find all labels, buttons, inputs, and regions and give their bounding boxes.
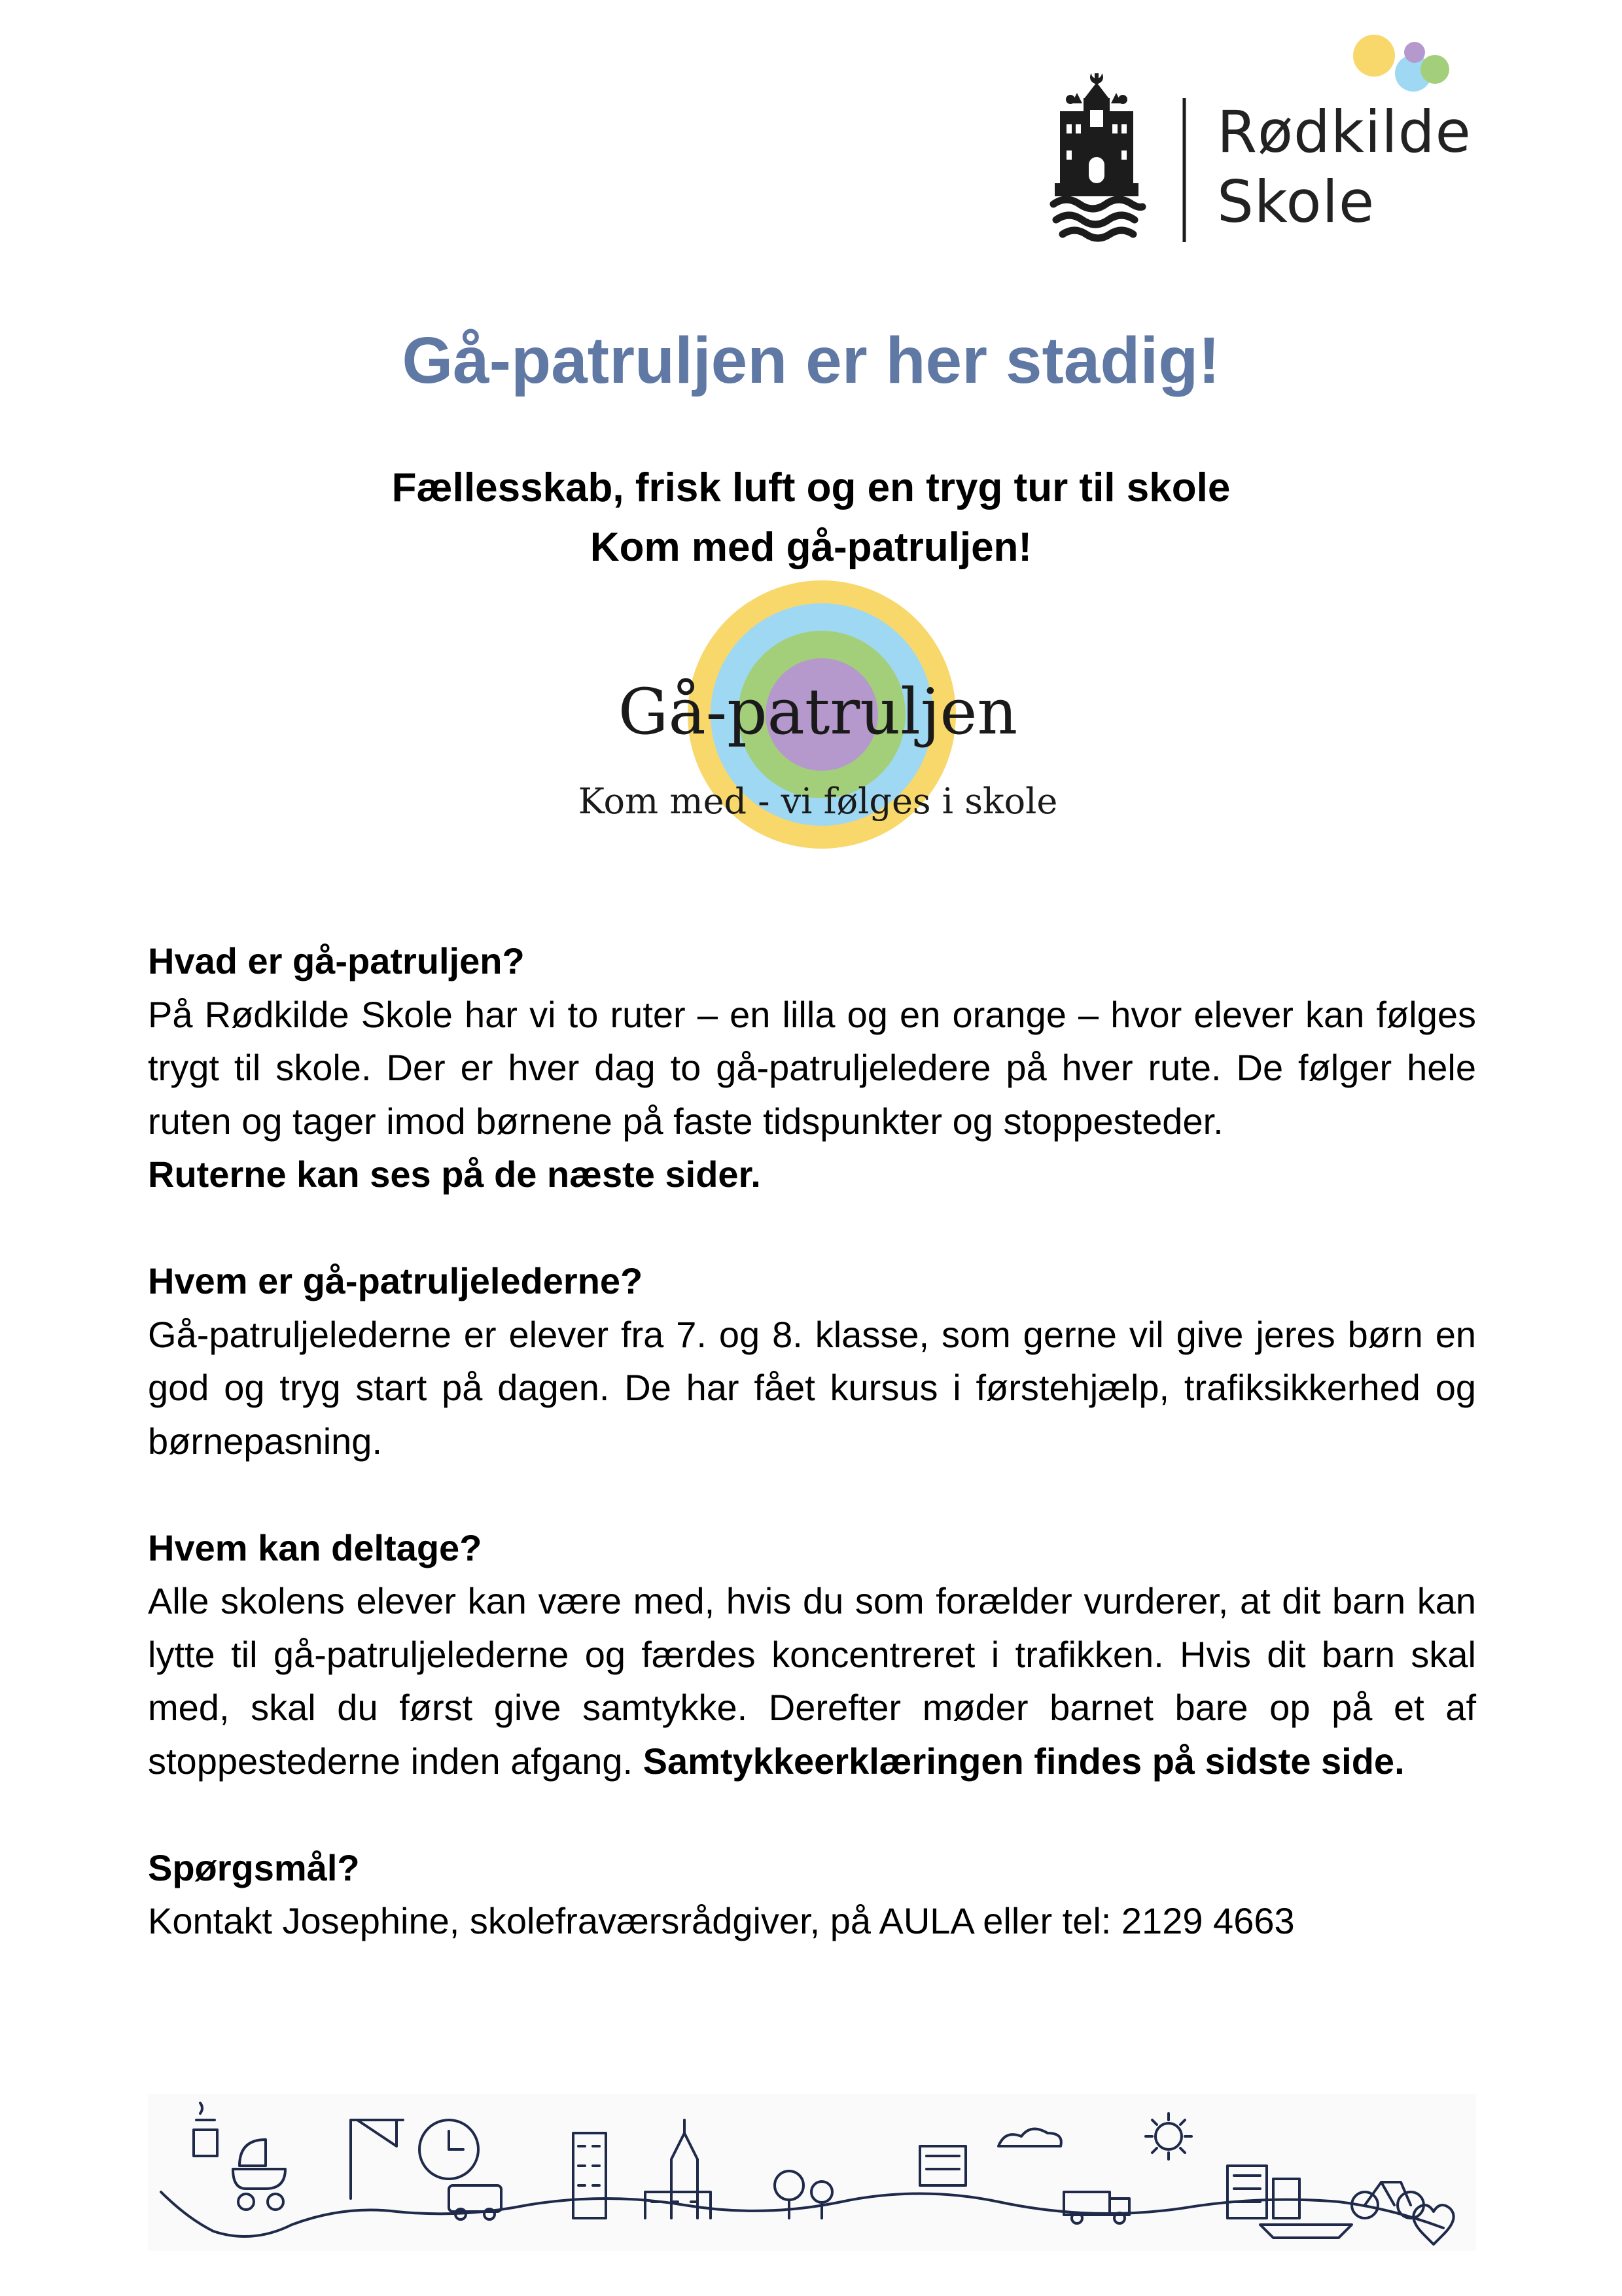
section-bold-note: Ruterne kan ses på de næste sider. xyxy=(148,1154,761,1195)
section-heading: Spørgsmål? xyxy=(148,1846,360,1888)
section-bold-note: Samtykkeerklæringen findes på sidste side. xyxy=(643,1740,1405,1782)
section-text: På Rødkilde Skole har vi to ruter – en lilla og en orange – hvor elever kan følges trygt til skole. Der er hver dag to gå-patruljeledere på hver rute. De følger hele ruten og tager imod børnene på faste tidspunkter og stoppesteder. xyxy=(148,993,1476,1142)
section-text: Alle skolens elever kan være med, hvis du som forælder vurderer, at dit barn kan lytte til gå-patruljelederne og færdes koncentreret i trafikken. Hvis dit barn skal med, skal du først give samtykke. Derefter møder barnet bare op på et af stoppestederne inden afgang. xyxy=(148,1580,1476,1782)
section-text: Gå-patruljelederne er elever fra 7. og 8. klasse, som gerne vil give jeres børn en god og tryg start på dagen. De har fået kursus i førstehjælp, trafiksikkerhed og børnepasning. xyxy=(148,1313,1476,1462)
page-title: Gå-patruljen er her stadig! xyxy=(402,324,1220,397)
footer-illustration xyxy=(148,2094,1476,2251)
body-content xyxy=(148,934,1476,1948)
section-text-with-note xyxy=(148,1574,1476,1788)
section-heading: Hvem er gå-patruljelederne? xyxy=(148,1260,643,1301)
ga-logo-tagline: Kom med - vi følges i skole xyxy=(578,781,1058,822)
subtitle-line2: Kom med gå-patruljen! xyxy=(590,525,1032,570)
school-logo xyxy=(1021,26,1505,255)
subtitle-line1: Fællesskab, frisk luft og en tryg tur til skole xyxy=(391,465,1231,510)
ga-patruljen-logo xyxy=(569,576,1067,857)
section-heading: Hvad er gå-patruljen? xyxy=(148,940,525,981)
school-name-line1: Rødkilde xyxy=(1217,98,1472,166)
ga-logo-name: Gå-patruljen xyxy=(618,675,1018,749)
contact-text: Kontakt Josephine, skolefraværsrådgiver, på AULA eller tel: 2129 4663 xyxy=(148,1900,1295,1941)
school-name-line2: Skole xyxy=(1217,168,1375,236)
subtitle xyxy=(0,458,1622,577)
city-skyline-icon xyxy=(148,2094,1476,2251)
section-heading: Hvem kan deltage? xyxy=(148,1527,482,1568)
